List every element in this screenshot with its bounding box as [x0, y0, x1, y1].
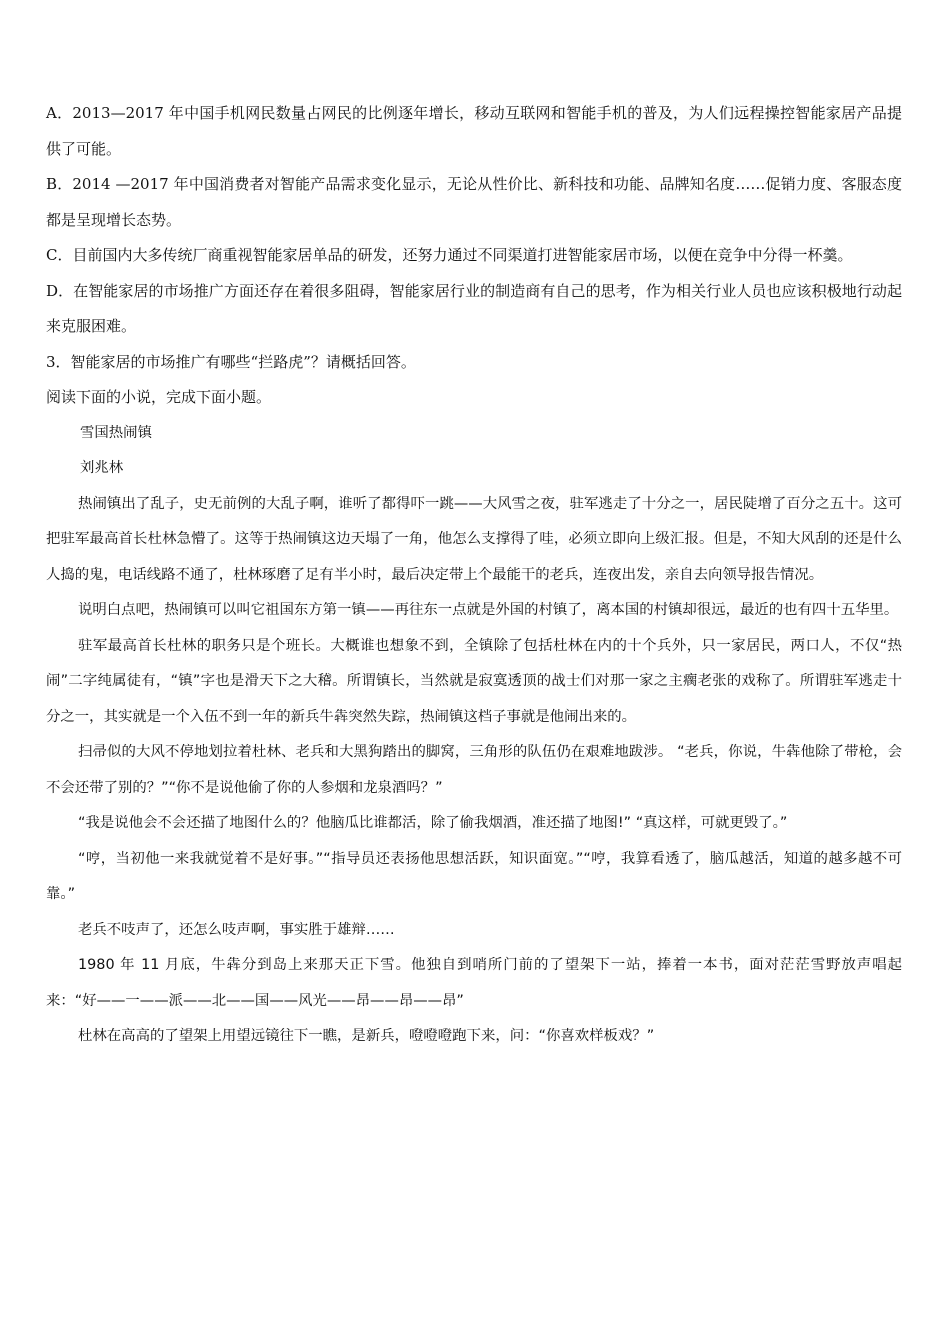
story-paragraph: 扫帚似的大风不停地划拉着杜林、老兵和大黑狗踏出的脚窝，三角形的队伍仍在艰难地跋涉。 “老兵，你说，牛犇他除了带枪，会不会还带了别的？”“你不是说他偷了你的人参烟和龙泉酒吗？”: [46, 744, 902, 796]
story-paragraph: 热闹镇出了乱子，史无前例的大乱子啊，谁听了都得吓一跳——大风雪之夜，驻军逃走了十分之一，居民陡增了百分之五十。这可把驻军最高首长杜林急懵了。这等于热闹镇这边天塌了一角，他怎么支撑得了哇，必须立即向上级汇报。但是，不知大风刮的还是什么人捣的鬼，电话线路不通了，杜林琢磨了足有半小时，最后决定带上个最能干的老兵，连夜出发，亲自去向领导报告情况。: [46, 495, 902, 583]
story-paragraph: 杜林在高高的了望架上用望远镜往下一瞧，是新兵，噔噔噔跑下来，问：“你喜欢样板戏？”: [78, 1028, 655, 1044]
story-paragraph: 1980 年 11 月底，牛犇分到岛上来那天正下雪。他独自到哨所门前的了望架下一站，捧着一本书，面对茫茫雪野放声唱起来：“好——一——派——北——国——风光——昂——昂——昂”: [46, 957, 902, 1009]
story-paragraph: “哼，当初他一来我就觉着不是好事。”“指导员还表扬他思想活跃，知识面宽。”“哼，我算看透了，脑瓜越活，知道的越多越不可靠。”: [46, 850, 902, 902]
reading-instruction: 阅读下面的小说，完成下面小题。: [46, 388, 272, 406]
option-c: C．目前国内大多传统厂商重视智能家居单品的研发，还努力通过不同渠道打进智能家居市场，以便在竞争中分得一杯羹。: [46, 246, 853, 264]
option-d: D．在智能家居的市场推广方面还存在着很多阻碍，智能家居行业的制造商有自己的思考，作为相关行业人员也应该积极地行动起来克服困难。: [46, 281, 902, 335]
story-title: 雪国热闹镇: [80, 424, 152, 441]
story-author: 刘兆林: [80, 460, 124, 476]
story-paragraph: “我是说他会不会还描了地图什么的？他脑瓜比谁都活，除了偷我烟酒，准还描了地图!” “真这样，可就更毁了。”: [78, 815, 788, 831]
story-paragraph: 驻军最高首长杜林的职务只是个班长。大概谁也想象不到，全镇除了包括杜林在内的十个兵外，只一家居民，两口人，不仅“热闹”二字纯属徒有，“镇”字也是滑天下之大稽。所谓镇长，当然就是寂寞透顶的战士们对那一家之主瘸老张的戏称了。所谓驻军逃走十分之一，其实就是一个入伍不到一年的新兵牛犇突然失踪，热闹镇这档子事就是他闹出来的。: [46, 637, 902, 725]
story-paragraph: 老兵不吱声了，还怎么吱声啊，事实胜于雄辩……: [78, 921, 395, 938]
document-content: [46, 96, 902, 1055]
option-b: B．2014 —2017 年中国消费者对智能产品需求变化显示，无论从性价比、新科技和功能、品牌知名度……促销力度、客服态度都是呈现增长态势。: [46, 175, 902, 229]
option-a: A．2013—2017 年中国手机网民数量占网民的比例逐年增长，移动互联网和智能手机的普及，为人们远程操控智能家居产品提供了可能。: [46, 104, 902, 158]
story-paragraph: 说明白点吧，热闹镇可以叫它祖国东方第一镇——再往东一点就是外国的村镇了，离本国的村镇却很远，最近的也有四十五华里。: [78, 602, 899, 618]
question-3: 3．智能家居的市场推广有哪些“拦路虎”？请概括回答。: [46, 352, 416, 371]
